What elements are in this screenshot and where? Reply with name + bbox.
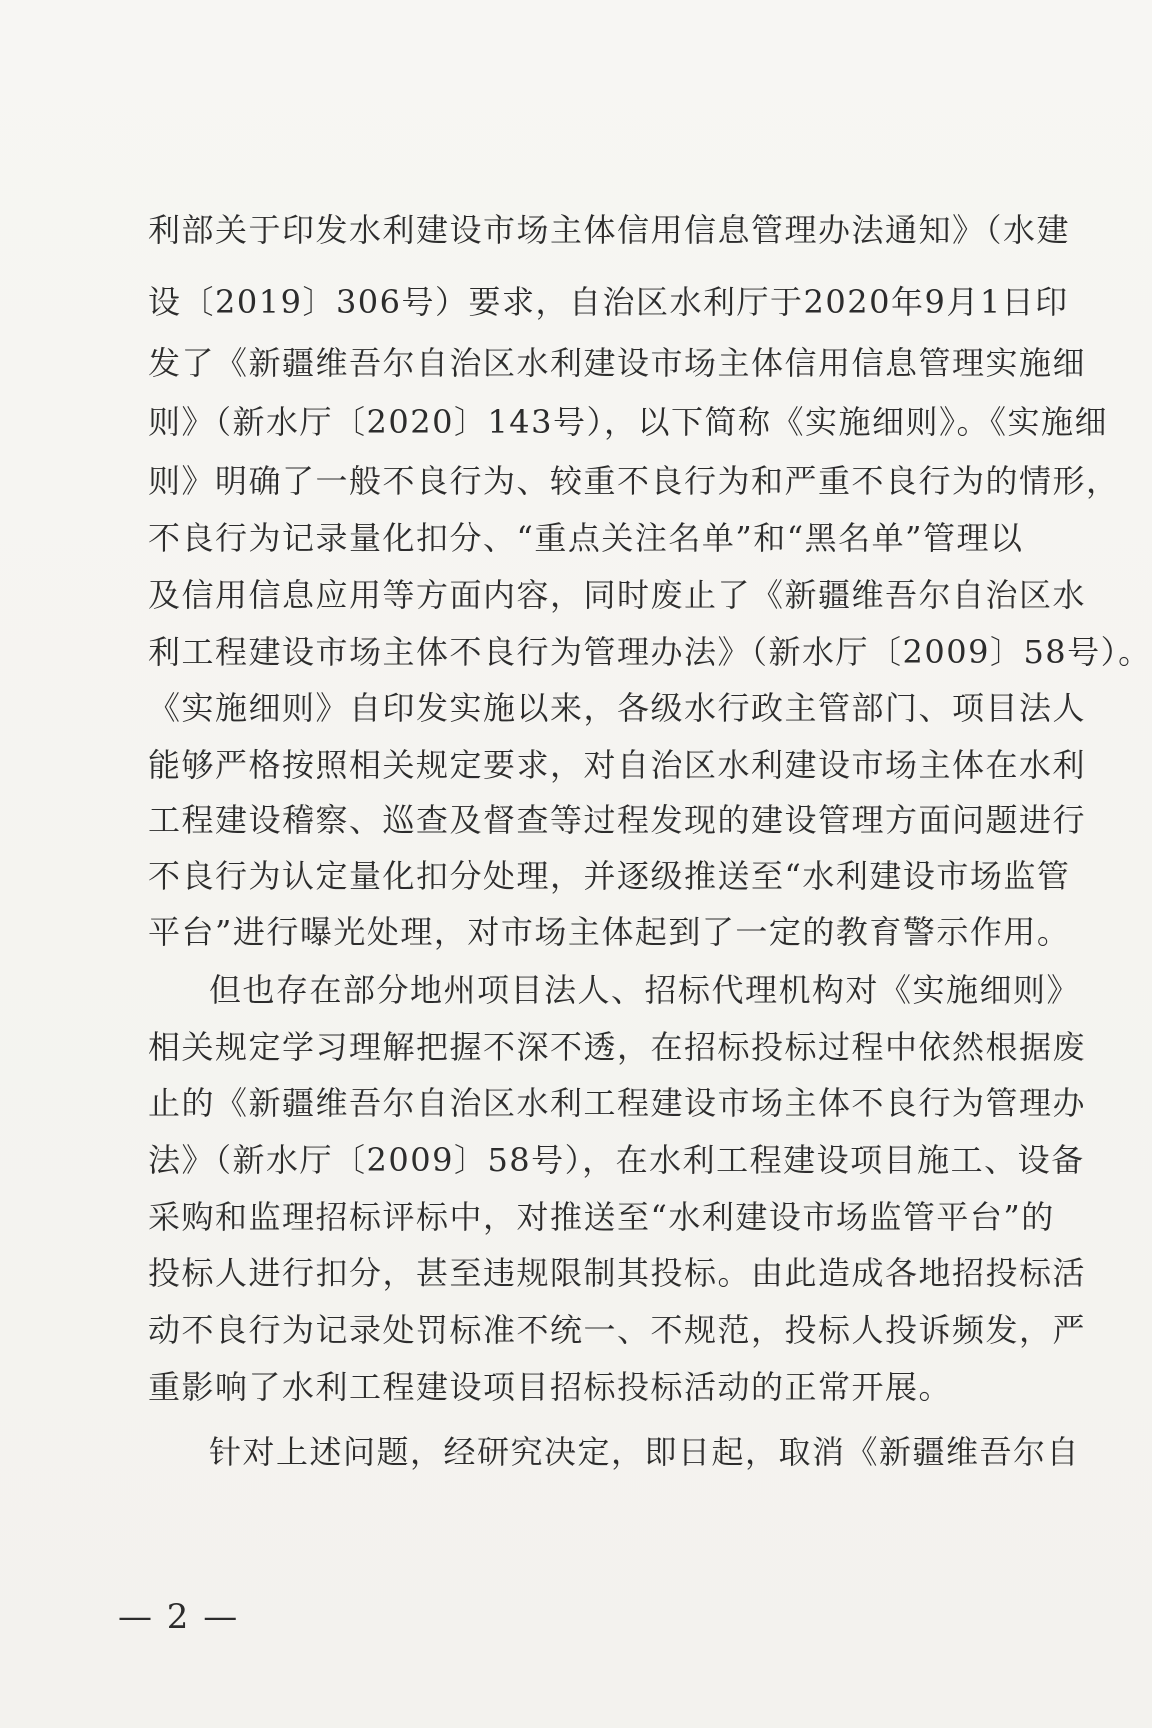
text-line: 利部关于印发水利建设市场主体信用信息管理办法通知》（水建: [148, 211, 1071, 249]
text-line: 及信用信息应用等方面内容，同时废止了《新疆维吾尔自治区水: [148, 576, 1087, 614]
text-line: 动不良行为记录处罚标准不统一、不规范，投标人投诉频发，严: [148, 1311, 1087, 1349]
text-line: 设〔2019〕306号）要求，自治区水利厅于2020年9月1日印: [148, 283, 1069, 321]
text-line: 《实施细则》自印发实施以来，各级水行政主管部门、项目法人: [148, 689, 1087, 727]
text-line: 法》（新水厅〔2009〕58号），在水利工程建设项目施工、设备: [148, 1141, 1085, 1179]
text-line: 不良行为记录量化扣分、“重点关注名单”和“黑名单”管理以: [148, 519, 1024, 557]
paragraph-start-line: 但也存在部分地州项目法人、招标代理机构对《实施细则》: [209, 971, 1081, 1009]
text-line: 则》（新水厅〔2020〕143号），以下简称《实施细则》。《实施细: [148, 403, 1109, 441]
page-number: — 2 —: [118, 1597, 240, 1637]
text-line: 投标人进行扣分，甚至违规限制其投标。由此造成各地招投标活: [148, 1254, 1087, 1292]
text-line: 相关规定学习理解把握不深不透，在招标投标过程中依然根据废: [148, 1028, 1087, 1066]
text-line: 平台”进行曝光处理，对市场主体起到了一定的教育警示作用。: [148, 913, 1071, 951]
text-line: 采购和监理招标评标中，对推送至“水利建设市场监管平台”的: [148, 1198, 1055, 1236]
text-line: 重影响了水利工程建设项目招标投标活动的正常开展。: [148, 1368, 953, 1406]
paragraph-start-line: 针对上述问题，经研究决定，即日起，取消《新疆维吾尔自: [209, 1433, 1081, 1471]
text-line: 不良行为认定量化扣分处理，并逐级推送至“水利建设市场监管: [148, 857, 1071, 895]
text-line: 止的《新疆维吾尔自治区水利工程建设市场主体不良行为管理办: [148, 1084, 1087, 1122]
text-line: 发了《新疆维吾尔自治区水利建设市场主体信用信息管理实施细: [148, 344, 1087, 382]
text-line: 则》明确了一般不良行为、较重不良行为和严重不良行为的情形，: [148, 462, 1120, 500]
text-line: 工程建设稽察、巡查及督查等过程发现的建设管理方面问题进行: [148, 801, 1087, 839]
text-line: 能够严格按照相关规定要求，对自治区水利建设市场主体在水利: [148, 746, 1087, 784]
text-line: 利工程建设市场主体不良行为管理办法》（新水厅〔2009〕58号）。: [148, 633, 1152, 671]
